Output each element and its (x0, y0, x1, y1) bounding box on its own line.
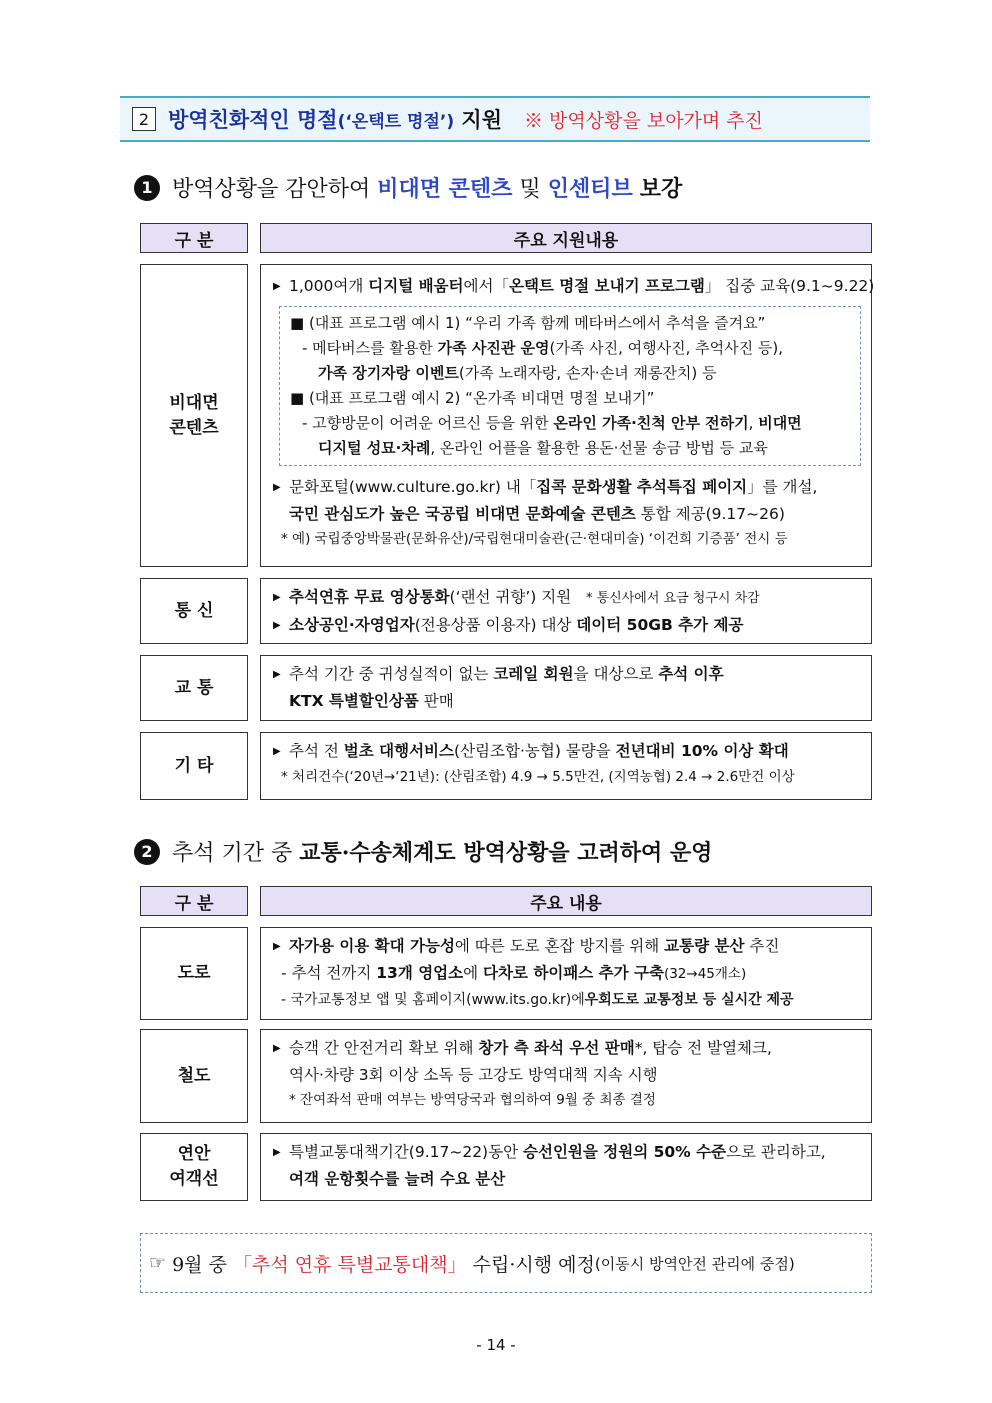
row-label-telecom: 통 신 (140, 578, 248, 644)
table2-col1-header: 구 분 (140, 886, 248, 916)
example-2-detail-1: - 고향방문이 어려운 어르신 등을 위한 온라인 가족·친척 안부 전하기, 비대면 (302, 414, 802, 432)
example-1-title: ■ (대표 프로그램 예시 1) “우리 가족 함께 메타버스에서 추석을 즐겨요” (290, 314, 766, 332)
row-label-ferry (140, 1133, 248, 1201)
table1-col2-header: 주요 지원내용 (260, 223, 872, 253)
row-label-ferry-2: 여객선 (169, 1169, 219, 1189)
bottom-note-b: 수립·시행 예정 (472, 1253, 595, 1276)
heading-1-text-b: 및 (519, 177, 541, 202)
rail-line-3: * 잔여좌석 판매 여부는 방역당국과 협의하여 9월 중 최종 결정 (289, 1092, 656, 1108)
bottom-note (140, 1233, 872, 1293)
example-2-detail-2: 디지털 성묘·차례, 온라인 어플을 활용한 용돈·선물 송금 방법 등 교육 (318, 439, 768, 457)
heading-1-blue-1: 비대면 콘텐츠 (377, 176, 513, 202)
section-title-end: 지원 (461, 108, 502, 132)
row-label-transport: 교 통 (140, 655, 248, 721)
table2-col2-header: 주요 내용 (260, 886, 872, 916)
online-line-4: * 예) 국립중앙박물관(문화유산)/국립현대미술관(근·현대미술) ‘이건희 기증품’ 전시 등 (281, 531, 788, 547)
row-label-rail: 철도 (140, 1029, 248, 1123)
bottom-note-c: (이동시 방역안전 관리에 중점) (594, 1254, 795, 1273)
row-label-road: 도로 (140, 927, 248, 1020)
heading-2 (134, 836, 712, 867)
heading-2-bold: 교통·수송체계도 방역상황을 고려하여 운영 (299, 840, 713, 866)
online-line-2: ▶ 문화포털(www.culture.go.kr) 내「집콕 문화생활 추석특집 페이지」를 개설, (273, 474, 861, 501)
section-title-main: 방역친화적인 명절 (168, 108, 338, 132)
heading-2-text-a: 추석 기간 중 (172, 841, 293, 866)
etc-line-1: ▶ 추석 전 벌초 대행서비스(산림조합·농협) 물량을 전년대비 10% 이상 확대 (273, 738, 861, 765)
table1-col1-header: 구 분 (140, 223, 248, 253)
row-label-etc: 기 타 (140, 732, 248, 800)
heading-1 (134, 172, 682, 203)
row-label-online-1: 비대면 (169, 392, 219, 413)
row-content-telecom (260, 578, 872, 644)
program-example-box (279, 306, 861, 466)
telecom-line-1: ▶ 추석연휴 무료 영상통화(‘랜선 귀향’) 지원 * 통신사에서 요금 청구시 차감 (273, 584, 861, 612)
telecom-line-2: ▶ 소상공인·자영업자(전용상품 이용자) 대상 데이터 50GB 추가 제공 (273, 612, 861, 639)
row-content-ferry (260, 1133, 872, 1201)
heading-1-blue-2: 인센티브 (547, 176, 633, 202)
road-line-3: - 국가교통정보 앱 및 홈페이지(www.its.go.kr)에우회도로 교통정보 등 실시간 제공 (281, 992, 794, 1008)
bullet-triangle-icon: ▶ (273, 620, 281, 631)
bullet-triangle-icon: ▶ (273, 941, 281, 952)
page-number: - 14 - (476, 1336, 516, 1354)
rail-line-1: ▶ 승객 간 안전거리 확보 위해 창가 측 좌석 우선 판매*, 탑승 전 발열체크, (273, 1035, 861, 1062)
row-label-online-2: 콘텐츠 (169, 417, 219, 438)
ferry-line-1: ▶ 특별교통대책기간(9.17~22)동안 승선인원을 정원의 50% 수준으로 관리하고, (273, 1139, 861, 1166)
example-2-title: ■ (대표 프로그램 예시 2) “온가족 비대면 명절 보내기” (290, 389, 655, 407)
heading-2-number: 2 (134, 839, 160, 865)
rail-line-2: 역사·차량 3회 이상 소독 등 고강도 방역대책 지속 시행 (289, 1066, 658, 1084)
row-content-rail (260, 1029, 872, 1123)
section-title (168, 104, 502, 134)
bullet-triangle-icon: ▶ (273, 669, 281, 680)
section-header (120, 96, 870, 142)
bottom-note-red: 「추석 연휴 특별교통대책」 (232, 1253, 467, 1276)
row-content-transport (260, 655, 872, 721)
heading-1-text-c: 보강 (639, 176, 683, 202)
transport-line-1: ▶ 추석 기간 중 귀성실적이 없는 코레일 회원을 대상으로 추석 이후 (273, 661, 861, 688)
bottom-note-a: 9월 중 (172, 1253, 227, 1276)
bullet-triangle-icon: ▶ (273, 1043, 281, 1054)
bullet-triangle-icon: ▶ (273, 482, 281, 493)
heading-1-text-a: 방역상황을 감안하여 (172, 177, 371, 202)
transport-line-2: KTX 특별할인상품 판매 (289, 692, 454, 710)
example-1-detail-1: - 메타버스를 활용한 가족 사진관 운영(가족 사진, 여행사진, 추억사진 등), (302, 339, 783, 357)
online-line-3: 국민 관심도가 높은 국공립 비대면 문화예술 콘텐츠 통합 제공(9.17~26) (289, 505, 785, 523)
row-label-ferry-1: 연안 (177, 1144, 211, 1165)
section-note: ※ 방역상황을 보아가며 추진 (523, 109, 763, 132)
pointing-hand-icon: ☞ (149, 1252, 167, 1274)
road-line-2: - 추석 전까지 13개 영업소에 다차로 하이패스 추가 구축(32→45개소) (281, 964, 747, 982)
heading-1-number: 1 (134, 175, 160, 201)
bullet-triangle-icon: ▶ (273, 1147, 281, 1158)
section-number: 2 (132, 107, 156, 131)
bullet-triangle-icon: ▶ (273, 746, 281, 757)
bullet-triangle-icon: ▶ (273, 281, 281, 292)
online-line-1: ▶ 1,000여개 디지털 배움터에서「온택트 명절 보내기 프로그램」 집중 교육(9.1~9.22) (273, 273, 861, 300)
example-1-detail-2: 가족 장기자랑 이벤트(가족 노래자랑, 손자·손녀 재롱잔치) 등 (318, 364, 717, 382)
row-label-online (140, 264, 248, 567)
row-content-road (260, 927, 872, 1020)
bullet-triangle-icon: ▶ (273, 592, 281, 603)
row-content-etc (260, 732, 872, 800)
section-title-sub: (‘온택트 명절’) (337, 112, 455, 132)
ferry-line-2: 여객 운항횟수를 늘려 수요 분산 (289, 1170, 506, 1188)
etc-line-2: * 처리건수(‘20년→‘21년): (산림조합) 4.9 → 5.5만건, (지역농협) 2.4 → 2.6만건 이상 (281, 769, 795, 785)
road-line-1: ▶ 자가용 이용 확대 가능성에 따른 도로 혼잡 방지를 위해 교통량 분산 추진 (273, 933, 861, 960)
row-content-online (260, 264, 875, 567)
